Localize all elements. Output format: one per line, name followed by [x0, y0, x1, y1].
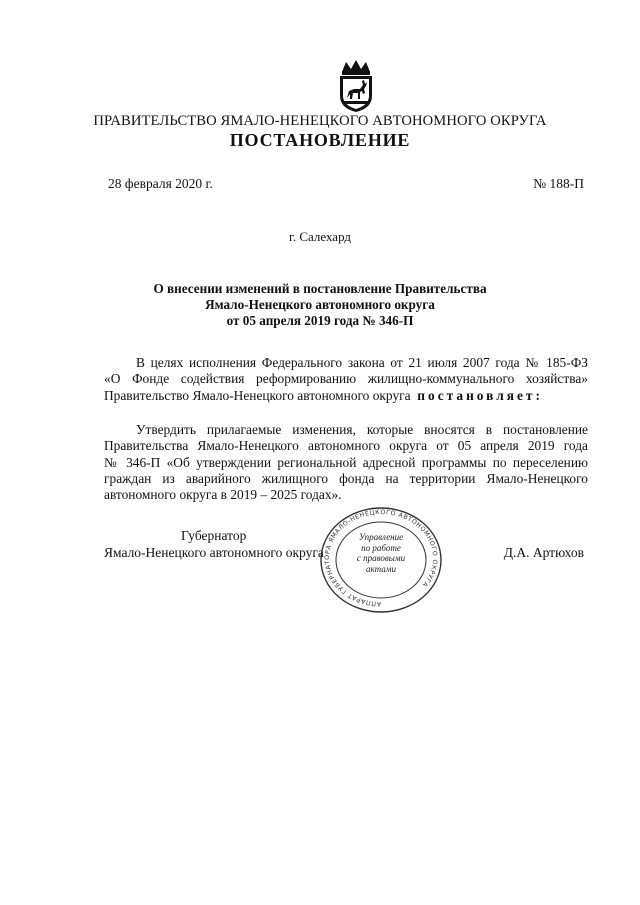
body-line: Утвердить прилагаемые изменения, которые вносятся в постановление: [136, 422, 588, 437]
document-date: 28 февраля 2020 г.: [108, 176, 213, 191]
subject-line: Ямало-Ненецкого автономного округа: [205, 297, 435, 312]
body-line: Правительства Ямало-Ненецкого автономного округа от 05 апреля 2019 года: [104, 438, 588, 454]
signer-name: Д.А. Артюхов: [503, 545, 584, 560]
signer-role-region: Ямало-Ненецкого автономного округа: [104, 545, 324, 560]
body-line: В целях исполнения Федерального закона от 21 июля 2007 года № 185-ФЗ: [136, 355, 588, 370]
document-type: ПОСТАНОВЛЕНИЕ: [229, 130, 411, 150]
government-title: ПРАВИТЕЛЬСТВО ЯМАЛО-НЕНЕЦКОГО АВТОНОМНОГО ОКРУГА: [93, 113, 547, 129]
subject-line: от 05 апреля 2019 года № 346-П: [226, 313, 414, 328]
yamal-coat-of-arms-icon: [334, 58, 378, 114]
body-line: [104, 388, 588, 404]
document-subject: [110, 281, 530, 329]
body-line: «О Фонде содействия реформированию жилищно-коммунального хозяйства»: [104, 371, 588, 387]
body-paragraph-2: [104, 422, 588, 503]
document-number: № 188-П: [533, 176, 584, 191]
body-line: № 346-П «Об утверждении региональной адресной программы по переселению: [104, 454, 588, 470]
body-paragraph-1: [104, 355, 588, 404]
stamp-line: по работе: [361, 542, 401, 553]
stamp-line: с правовыми: [356, 553, 406, 563]
decree-word: постановляет:: [417, 387, 543, 403]
subject-line: О внесении изменений в постановление Правительства: [153, 281, 487, 296]
stamp-center-text: [352, 532, 410, 574]
body-line: автономного округа в 2019 – 2025 годах».: [104, 487, 342, 503]
signer-role: Губернатор: [181, 528, 247, 543]
stamp-line: актами: [366, 563, 396, 574]
document-city: г. Салехард: [288, 229, 352, 244]
body-text: Правительство Ямало-Ненецкого автономного округа: [104, 387, 411, 403]
body-line: граждан из аварийного жилищного фонда на территории Ямало-Ненецкого: [104, 470, 588, 486]
official-stamp: [318, 504, 444, 616]
stamp-ring-text: АППАРАТ ГУБЕРНАТОРА ЯМАЛО-НЕНЕЦКОГО АВТОНОМНОГО ОКРУГА: [323, 508, 439, 608]
stamp-line: Управление: [358, 532, 404, 542]
